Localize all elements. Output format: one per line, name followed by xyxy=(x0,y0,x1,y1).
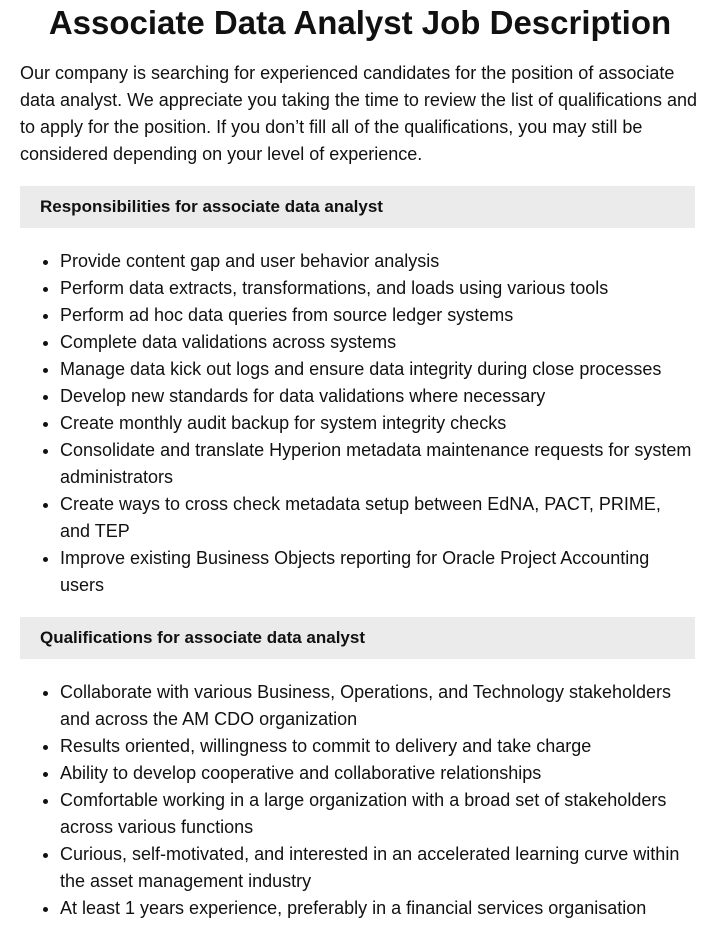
list-item: • Provide content gap and user behavior analysis xyxy=(60,248,695,275)
responsibilities-heading: Responsibilities for associate data analyst xyxy=(20,186,695,228)
qualifications-heading: Qualifications for associate data analyst xyxy=(20,617,695,659)
list-item: • Comfortable working in a large organization with a broad set of stakeholders across various functions xyxy=(60,787,695,841)
list-item: • Curious, self-motivated, and interested in an accelerated learning curve within the asset management industry xyxy=(60,841,695,895)
qualifications-list xyxy=(20,679,695,922)
list-item: • Develop new standards for data validations where necessary xyxy=(60,383,695,410)
list-item: • Collaborate with various Business, Operations, and Technology stakeholders and across the AM CDO organization xyxy=(60,679,695,733)
list-item: • Manage data kick out logs and ensure data integrity during close processes xyxy=(60,356,695,383)
list-item: • Create monthly audit backup for system integrity checks xyxy=(60,410,695,437)
list-item: • Perform data extracts, transformations, and loads using various tools xyxy=(60,275,695,302)
list-item: • At least 1 years experience, preferably in a financial services organisation xyxy=(60,895,695,922)
list-item: • Complete data validations across systems xyxy=(60,329,695,356)
list-item: • Ability to develop cooperative and collaborative relationships xyxy=(60,760,695,787)
list-item: • Create ways to cross check metadata setup between EdNA, PACT, PRIME, and TEP xyxy=(60,491,695,545)
responsibilities-list xyxy=(20,248,695,599)
list-item: • Improve existing Business Objects reporting for Oracle Project Accounting users xyxy=(60,545,695,599)
list-item: • Perform ad hoc data queries from source ledger systems xyxy=(60,302,695,329)
page-title: Associate Data Analyst Job Description xyxy=(48,4,672,41)
intro-paragraph: Our company is searching for experienced candidates for the position of associate data analyst. We appreciate you taking the time to review the list of qualifications and to apply for the position. If you don’t fill all of the qualifications, you may still be considered depending on your level of experience. xyxy=(20,63,698,164)
list-item: • Consolidate and translate Hyperion metadata maintenance requests for system administrators xyxy=(60,437,695,491)
list-item: • Results oriented, willingness to commit to delivery and take charge xyxy=(60,733,695,760)
